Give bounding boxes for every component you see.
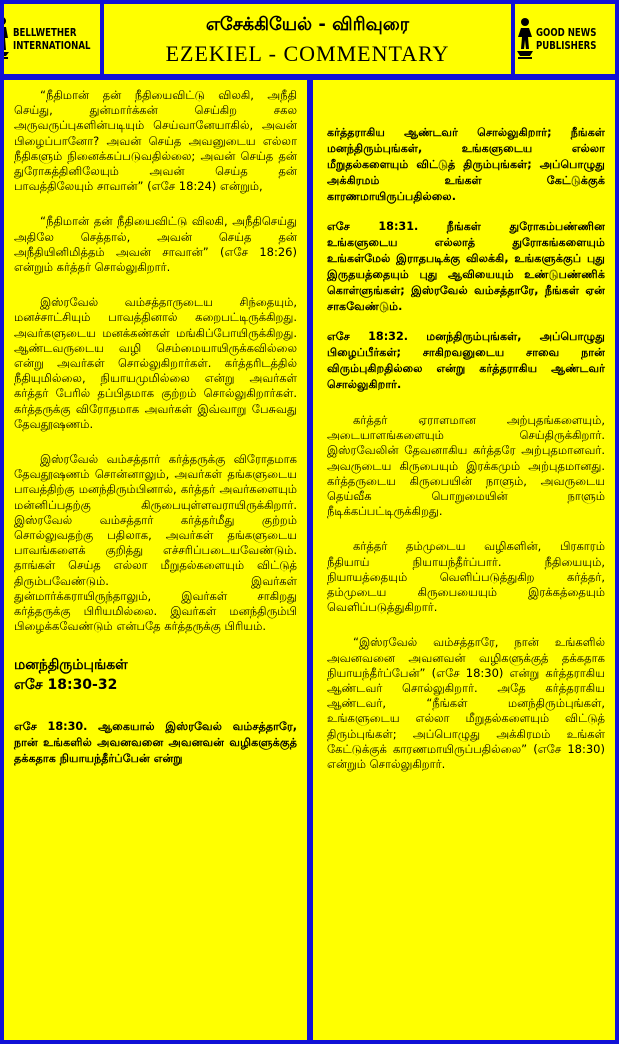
right-column: [313, 80, 615, 1040]
verse-paragraph: எசே 18:31. நீங்கள் துரோகம்பண்ணின உங்களுடைய எல்லாத் துரோகங்களையும் உங்கள்மேல் இராதபடிக்கு விலக்கி, உங்களுக்குப் புது இருதயத்தையும் புது ஆவியையும் உண்டுபண்ணிக் கொள்ளுங்கள்; இஸ்ரவேல் வம்சத்தாரே, நீங்கள் ஏன் சாகவேண்டும்.: [327, 220, 605, 313]
title-tamil: எசேக்கியேல் - விரிவுரை: [205, 14, 410, 35]
section-heading-line1: மனந்திரும்புங்கள்: [14, 656, 128, 673]
page-header: [104, 4, 511, 74]
paragraph: இஸ்ரவேல் வம்சத்தாருடைய சிந்தையும், மனச்சாட்சியும் பாவத்தினால் கறைபட்டிருக்கிறது. அவர்களுடைய மனக்கண்கள் மங்கிப்போயிருக்கிறது. ஆண்டவருடைய வழி செம்மையாயிருக்கவில்லை என்று அவர்கள் சொல்லுகிறார்கள். கர்த்தரிடத்தில் நீதியுமில்லை, நியாயமுமில்லை என்று அவர்கள் கர்த்தர் பேரில் தப்பிதமாக குற்றம் சொல்லுகிறார்கள். கர்த்தருக்கு விரோதமாக அவர்கள் இவ்வாறு பேசுவது தேவதூஷணம்.: [14, 295, 297, 431]
paragraph: கர்த்தர் தம்முடைய வழிகளின், பிரகாரம் நீதியாய் நியாயந்தீர்ப்பார். நீதியையும், நியாயத்தையும் வெளிப்படுத்துகிற கர்த்தர், தம்முடைய கிருபையையும் இரக்கத்தையும் வெளிப்படுத்துகிறார்.: [327, 539, 605, 615]
section-heading-line2: எசே 18:30-32: [14, 676, 118, 693]
verse-paragraph: எசே 18:32. மனந்திரும்புங்கள், அப்பொழுது பிழைப்பீர்கள்; சாகிறவனுடைய சாவை நான் விரும்புகிறதில்லை என்று கர்த்தராகிய ஆண்டவர் சொல்லுகிறார்.: [327, 330, 605, 391]
verse-paragraph: கர்த்தராகிய ஆண்டவர் சொல்லுகிறார்; நீங்கள் மனந்திரும்புங்கள், உங்களுடைய எல்லா மீறுதல்களையும் விட்டுத் திரும்புங்கள்; அப்பொழுது அக்கிரமம் உங்கள் கேட்டுக்குக் காரணமாயிருப்பதில்லை.: [327, 126, 605, 203]
logo-right-line2: PUBLISHERS: [536, 39, 597, 52]
good-news-logo: [515, 4, 615, 74]
section-heading: [14, 655, 297, 695]
bellwether-figure-icon: [4, 16, 11, 62]
logo-right-line1: GOOD NEWS: [536, 26, 597, 39]
title-english: EZEKIEL - COMMENTARY: [165, 41, 450, 66]
paragraph: “இஸ்ரவேல் வம்சத்தாரே, நான் உங்களில் அவனவனை அவனவன் வழிகளுக்குத் தக்கதாக நியாயந்தீர்ப்பேன்” (எசே 18:30) என்று கர்த்தராகிய ஆண்டவர் சொல்லுகிறார். அதே கர்த்தராகிய ஆண்டவர், “நீங்கள் மனந்திரும்புங்கள், உங்களுடைய எல்லா மீறுதல்களையும் விட்டுத் திரும்புங்கள்; அப்பொழுது அக்கிரமம் உங்கள் கேட்டுக்குக் காரணமாயிருப்பதில்லை” (எசே 18:30) என்றும் சொல்லுகிறார்.: [327, 635, 605, 772]
paragraph: “நீதிமான் தன் நீதியைவிட்டு விலகி, அநீதி செய்து, துன்மார்க்கன் செய்கிற சகல அருவருப்புகளின்படியும் செய்வானேயாகில், அவன் பிழைப்பானோ? அவன் செய்த அவனுடைய எல்லா நீதிகளும் நினைக்கப்படுவதில்லை; அவன் செய்த தன் துரோகத்தினிலேயும் அவன் செய்த தன் பாவத்திலேயும் சாவான்” (எசே 18:24) என்றும்,: [14, 88, 297, 194]
paragraph: இஸ்ரவேல் வம்சத்தார் கர்த்தருக்கு விரோதமாக தேவதூஷணம் சொன்னாலும், அவர்கள் தங்களுடைய பாவத்திற்கு மனந்திரும்பினால், கர்த்தர் அவர்களையும் மன்னிப்பதற்கு கிருபையுள்ளவராயிருக்கிறார். இஸ்ரவேல் வம்சத்தார் கர்த்தர்மீது குற்றம் சொல்லுவதற்கு பதிலாக, அவர்கள் தங்களுடைய பாவங்களைக் குறித்து எச்சரிப்படையவேண்டும். தாங்கள் செய்த எல்லா மீறுதல்களையும் விட்டுத் திரும்பவேண்டும். இவர்கள் துன்மார்க்கராயிருந்தாலும், இவர்கள் சாகிறது கர்த்தருக்கு பிரியமில்லை. இவர்கள் மனந்திரும்பி பிழைக்கவேண்டும் என்பதே கர்த்தருக்கு பிரியம்.: [14, 452, 297, 634]
paragraph: கர்த்தர் ஏராளமான அற்புதங்களையும், அடையாளங்களையும் செய்திருக்கிறார். இஸ்ரவேலின் தேவனாகிய கர்த்தரே அற்புதமானவர். அவருடைய கிருபையும் இரக்கமும் அற்புதமானது. கர்த்தருடைய கிருபையின் நாளும், அவருடைய தெய்வீக பொறுமையின் நாளும் நீடிக்கப்பட்டிருக்கிறது.: [327, 413, 605, 519]
logo-left-line2: INTERNATIONAL: [13, 39, 91, 52]
paragraph: “நீதிமான் தன் நீதியைவிட்டு விலகி, அநீதிசெய்து அதிலே செத்தால், அவன் செய்த தன் அநீதியினிமித்தம் அவன் சாவான்” (எசே 18:26) என்றும் கர்த்தர் சொல்லுகிறார்.: [14, 214, 297, 275]
good-news-figure-icon: [516, 17, 534, 61]
logo-left-line1: BELLWETHER: [13, 26, 77, 39]
left-column: [4, 80, 307, 1040]
verse-paragraph: எசே 18:30. ஆகையால் இஸ்ரவேல் வம்சத்தாரே, நான் உங்களில் அவனவனை அவனவன் வழிகளுக்குத் தக்கதாக நியாயந்தீர்ப்பேன் என்று: [14, 719, 297, 765]
bellwether-logo: [4, 4, 100, 74]
